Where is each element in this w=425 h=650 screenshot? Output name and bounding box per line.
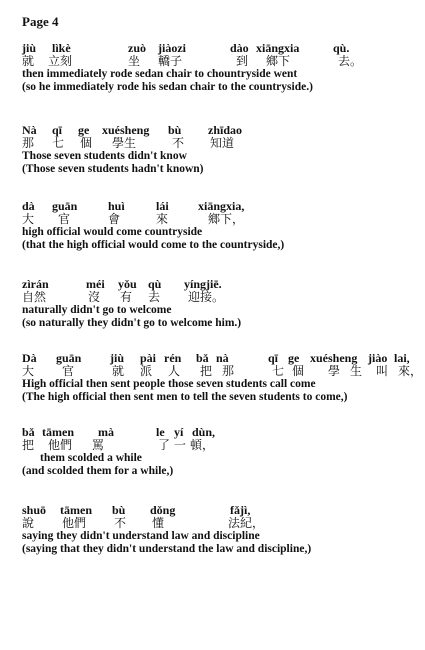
pinyin-word: bù — [112, 503, 126, 517]
hanzi-word: 迎接。 — [188, 290, 225, 304]
pinyin-word: yíngjiē. — [184, 277, 222, 291]
pinyin-word: bù — [168, 123, 182, 137]
pinyin-word: shuō — [22, 503, 47, 517]
paraphrase: (that the high official would come to the countryside,) — [22, 239, 285, 251]
pinyin-word: qù — [148, 277, 162, 291]
pinyin-word: le — [156, 425, 165, 439]
hanzi-line — [22, 517, 422, 530]
hanzi-word: 個 — [292, 364, 305, 378]
paraphrase: (and scolded them for a while,) — [22, 465, 174, 477]
pinyin-word: xuésheng — [310, 351, 358, 365]
hanzi-word: 七 — [272, 364, 285, 378]
pinyin-word: lái — [156, 199, 169, 213]
english-gloss: saying they didn't understand law and discipline — [22, 530, 260, 542]
pinyin-word: mà — [98, 425, 114, 439]
pinyin-word: zhīdao — [208, 123, 243, 137]
hanzi-word: 來， — [398, 364, 423, 378]
hanzi-line — [22, 291, 422, 304]
hanzi-word: 就 — [112, 364, 125, 378]
hanzi-word: 了 — [158, 438, 171, 452]
hanzi-word: 知道 — [210, 136, 235, 150]
pinyin-word: xiāngxia, — [198, 199, 245, 213]
hanzi-word: 說 — [22, 516, 35, 530]
hanzi-word: 有 — [120, 290, 133, 304]
pinyin-word: tāmen — [42, 425, 74, 439]
pinyin-word: dùn, — [192, 425, 216, 439]
hanzi-word: 頓， — [190, 438, 215, 452]
stanza-2 — [22, 124, 422, 176]
hanzi-word: 到 — [236, 54, 249, 68]
hanzi-word: 學生 — [112, 136, 137, 150]
pinyin-line — [22, 42, 422, 55]
pinyin-word: dǒng — [150, 503, 176, 517]
pinyin-word: dà — [22, 199, 35, 213]
paraphrase: (so he immediately rode his sedan chair to the countryside.) — [22, 81, 313, 93]
hanzi-word: 學 — [328, 364, 341, 378]
stanza-3 — [22, 200, 422, 252]
pinyin-word: rén — [164, 351, 182, 365]
hanzi-word: 自然 — [22, 290, 47, 304]
pinyin-word: pài — [140, 351, 157, 365]
pinyin-word: lai, — [394, 351, 410, 365]
hanzi-word: 懂 — [152, 516, 165, 530]
hanzi-word: 法紀， — [228, 516, 265, 530]
english-gloss: naturally didn't go to welcome — [22, 304, 172, 316]
english-gloss: Those seven students didn't know — [22, 150, 187, 162]
hanzi-word: 官 — [62, 364, 75, 378]
hanzi-word: 罵 — [92, 438, 105, 452]
hanzi-word: 大 — [22, 212, 35, 226]
hanzi-word: 把 — [22, 438, 35, 452]
hanzi-line — [22, 137, 422, 150]
pinyin-word: huì — [108, 199, 125, 213]
hanzi-word: 那 — [222, 364, 235, 378]
hanzi-word: 大 — [22, 364, 35, 378]
pinyin-word: qù. — [333, 41, 350, 55]
hanzi-word: 把 — [200, 364, 213, 378]
pinyin-word: nà — [216, 351, 229, 365]
hanzi-word: 來 — [156, 212, 169, 226]
hanzi-word: 一 — [174, 438, 187, 452]
pinyin-word: zìrán — [22, 277, 49, 291]
stanza-4 — [22, 278, 422, 330]
pinyin-word: jiù — [110, 351, 125, 365]
pinyin-word: qī — [52, 123, 63, 137]
stanza-5 — [22, 352, 422, 404]
hanzi-word: 去 — [148, 290, 161, 304]
hanzi-word: 那 — [22, 136, 35, 150]
hanzi-word: 人 — [168, 364, 181, 378]
hanzi-word: 鄉下， — [208, 212, 245, 226]
english-gloss: then immediately rode sedan chair to chountryside went — [22, 68, 298, 80]
hanzi-word: 七 — [52, 136, 65, 150]
paraphrase: (The high official then sent men to tell the seven students to come,) — [22, 391, 348, 403]
pinyin-word: yí — [174, 425, 184, 439]
hanzi-line — [22, 439, 422, 452]
hanzi-word: 不 — [114, 516, 127, 530]
pinyin-word: zuò — [128, 41, 146, 55]
page-label: Page 4 — [22, 14, 59, 29]
pinyin-word: ge — [78, 123, 90, 137]
pinyin-word: ge — [288, 351, 300, 365]
hanzi-line — [22, 55, 422, 68]
hanzi-line — [22, 365, 422, 378]
hanzi-word: 立刻 — [48, 54, 73, 68]
stanza-6 — [22, 426, 422, 478]
pinyin-word: xiāngxia — [256, 41, 300, 55]
pinyin-line — [22, 426, 422, 439]
pinyin-word: dào — [230, 41, 249, 55]
hanzi-word: 就 — [22, 54, 35, 68]
english-gloss: high official would come countryside — [22, 226, 203, 238]
paraphrase: (saying that they didn't understand the law and discipline,) — [22, 543, 312, 555]
pinyin-word: fǎjì, — [230, 503, 251, 517]
pinyin-word: jiù — [22, 41, 37, 55]
hanzi-line — [22, 213, 422, 226]
pinyin-word: Dà — [22, 351, 37, 365]
hanzi-word: 他們 — [62, 516, 87, 530]
hanzi-word: 會 — [108, 212, 121, 226]
hanzi-word: 轎子 — [158, 54, 183, 68]
hanzi-word: 去。 — [338, 54, 363, 68]
hanzi-word: 個 — [80, 136, 93, 150]
pinyin-word: méi — [86, 277, 105, 291]
pinyin-word: jiàozi — [158, 41, 186, 55]
paraphrase: (Those seven students hadn't known) — [22, 163, 204, 175]
hanzi-word: 不 — [172, 136, 185, 150]
hanzi-word: 沒 — [88, 290, 101, 304]
english-gloss: them scolded a while — [40, 452, 142, 464]
pinyin-word: lìkè — [52, 41, 71, 55]
hanzi-word: 鄉下 — [266, 54, 291, 68]
stanza-7 — [22, 504, 422, 556]
hanzi-word: 叫 — [376, 364, 389, 378]
pinyin-word: yǒu — [118, 277, 137, 291]
hanzi-word: 官 — [58, 212, 71, 226]
pinyin-word: guān — [56, 351, 82, 365]
pinyin-word: jiào — [368, 351, 388, 365]
english-gloss: High official then sent people those seven students call come — [22, 378, 316, 390]
pinyin-word: bǎ — [196, 351, 209, 365]
pinyin-word: tāmen — [60, 503, 92, 517]
hanzi-word: 派 — [140, 364, 153, 378]
pinyin-word: Nà — [22, 123, 37, 137]
stanza-1 — [22, 42, 422, 94]
pinyin-word: bǎ — [22, 425, 35, 439]
hanzi-word: 他們 — [48, 438, 73, 452]
pinyin-word: guān — [52, 199, 78, 213]
hanzi-word: 坐 — [128, 54, 141, 68]
hanzi-word: 生 — [350, 364, 363, 378]
pinyin-word: qī — [268, 351, 279, 365]
pinyin-word: xuésheng — [102, 123, 150, 137]
paraphrase: (so naturally they didn't go to welcome him.) — [22, 317, 242, 329]
